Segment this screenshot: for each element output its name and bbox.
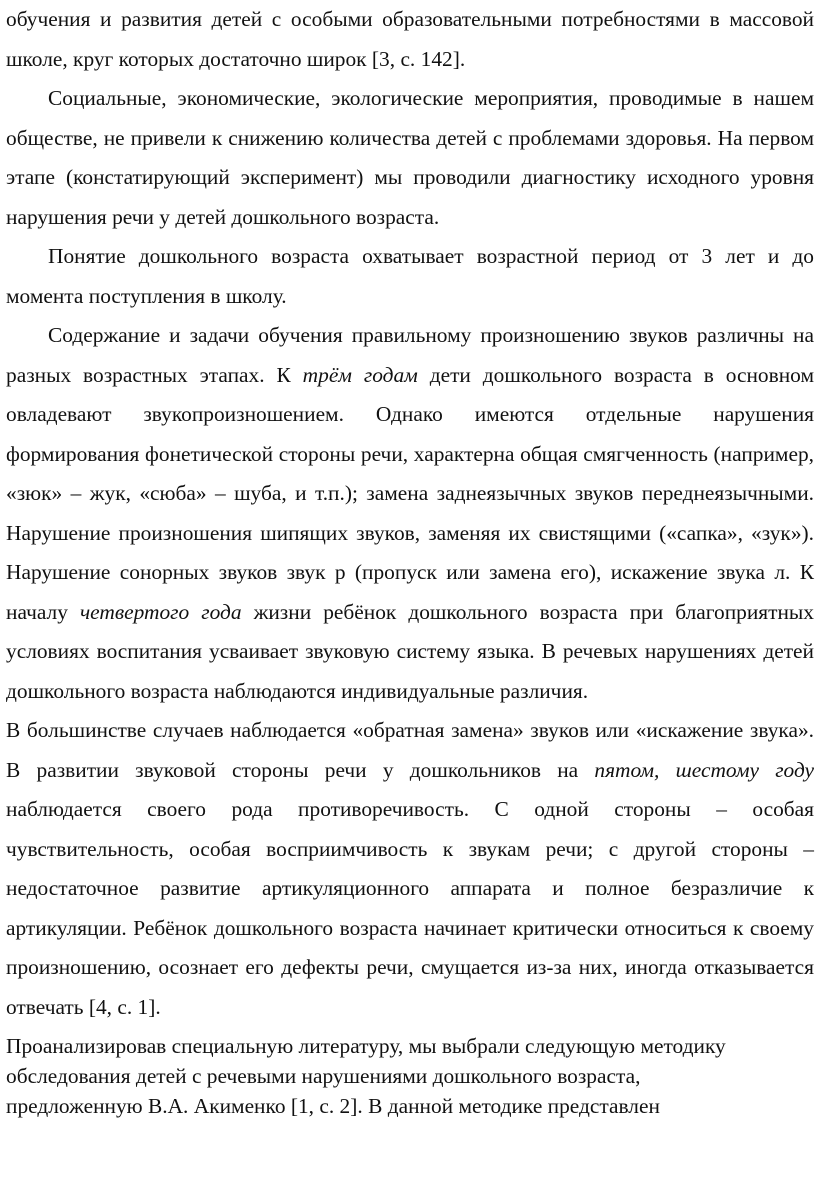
paragraph-6-line-3: предложенную В.А. Акименко [1, с. 2]. В данной методике представлен [6,1094,660,1118]
paragraph-3 [6,237,814,316]
paragraph-4-text-c: жизни ребёнок дошкольного возраста при благоприятных условиях воспитания усваивает звуковую систему языка. В речевых нарушениях детей дошкольного возраста наблюдаются индивидуальные различия. [6,599,814,703]
paragraph-6-line-1: Проанализировав специальную литературу, мы выбрали следующую методику [6,1034,726,1058]
paragraph-2-text: Социальные, экономические, экологические мероприятия, проводимые в нашем обществе, не привели к снижению количества детей с проблемами здоровья. На первом этапе (констатирующий эксперимент) мы проводили диагностику исходного уровня нарушения речи у детей дошкольного возраста. [6,86,814,229]
paragraph-5 [6,711,814,1027]
paragraph-2 [6,79,814,237]
document-page [6,0,814,1121]
paragraph-1-text: обучения и развития детей с особыми образовательными потребностями в массовой школе, круг которых достаточно широк [3, с. 142]. [6,7,814,71]
paragraph-4-text-a: Содержание и задачи обучения правильному произношению звуков различны на разных возрастных этапах. К [6,323,814,387]
paragraph-3-text: Понятие дошкольного возраста охватывает возрастной период от 3 лет и до момента поступления в школу. [6,244,814,308]
paragraph-4-italic-2: четвертого года [79,599,242,624]
paragraph-5-italic-1: пятом, шестому году [594,757,814,782]
paragraph-4-italic-1: трём годам [302,362,418,387]
paragraph-5-text-a: В большинстве случаев наблюдается «обратная замена» звуков или «искажение звука». В развитии звуковой стороны речи у дошкольников на [6,718,814,782]
paragraph-4-text-b: дети дошкольного возраста в основном овладевают звукопроизношением. Однако имеются отдельные нарушения формирования фонетической стороны речи, характерна общая смягченность (например, «зюк» – жук, «сюба» – шуба, и т.п.); замена заднеязычных звуков переднеязычными. Нарушение произношения шипящих звуков, заменяя их свистящими («сапка», «зук»). Нарушение сонорных звуков звук р (пропуск или замена его), искажение звука л. К началу [6,362,814,624]
paragraph-5-text-b: наблюдается своего рода противоречивость. С одной стороны – особая чувствительность, особая восприимчивость к звукам речи; с другой стороны – недостаточное развитие артикуляционного аппарата и полное безразличие к артикуляции. Ребёнок дошкольного возраста начинает критически относиться к своему произношению, осознает его дефекты речи, смущается из-за них, иногда отказывается отвечать [4, с. 1]. [6,797,814,1019]
paragraph-4 [6,316,814,711]
paragraph-6-line-2: обследования детей с речевыми нарушениями дошкольного возраста, [6,1064,641,1088]
paragraph-1 [6,0,814,79]
paragraph-6 [6,1031,814,1121]
